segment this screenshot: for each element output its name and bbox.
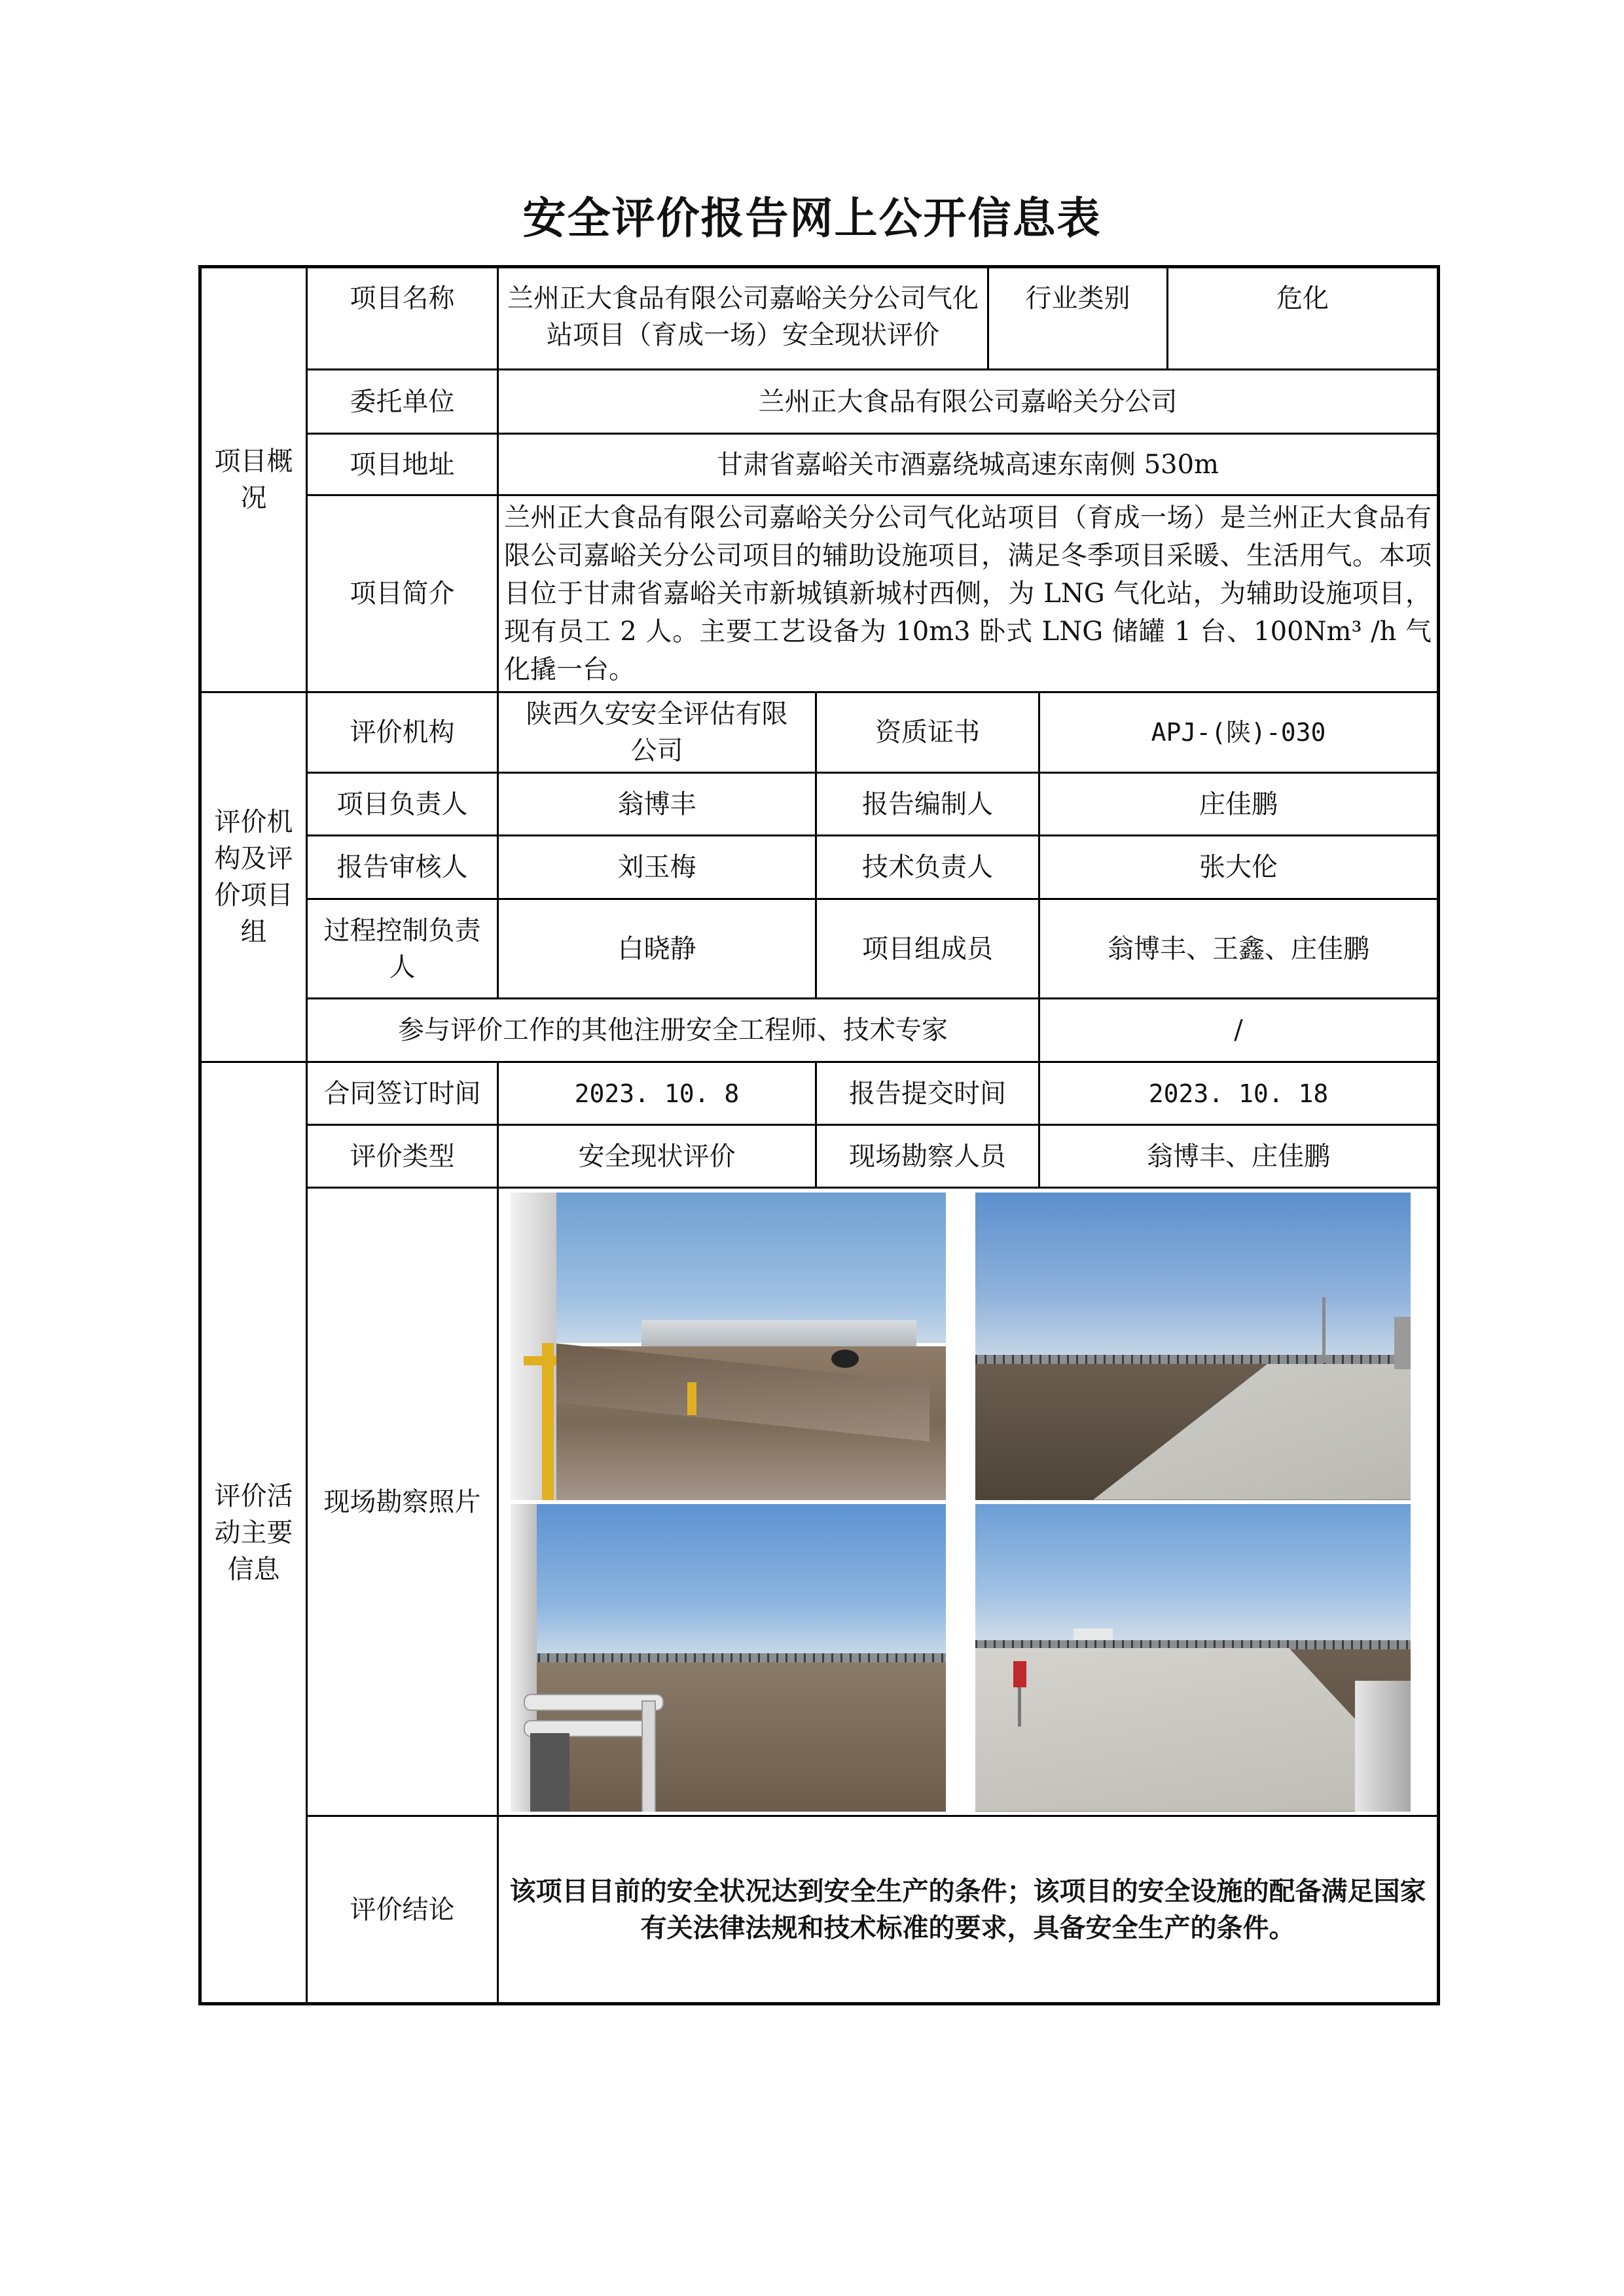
- site-photo-3: [511, 1504, 946, 1812]
- industry-value: 危化: [1276, 283, 1329, 314]
- project-name-value: 兰州正大食品有限公司嘉峪关分公司气化站项目（育成一场）安全现状评价: [498, 267, 988, 370]
- leader-label: 项目负责人: [307, 773, 498, 836]
- client-value: 兰州正大食品有限公司嘉峪关分公司: [498, 370, 1439, 434]
- intro-label: 项目简介: [307, 495, 498, 692]
- intro-value: 兰州正大食品有限公司嘉峪关分公司气化站项目（育成一场）是兰州正大食品有限公司嘉峪关分公司项目的辅助设施项目，满足冬季项目采暖、生活用气。本项目位于甘肃省嘉峪关市新城镇新城村西侧，为 LNG 气化站，为辅助设施项目，现有员工 2 人。主要工艺设备为 10m3 卧式 LNG 储罐 1 台、100Nm³ /h 气化撬一台。: [498, 495, 1439, 692]
- site-photo-4: [975, 1504, 1411, 1812]
- photos-cell: [498, 1188, 1439, 1816]
- type-value: 安全现状评价: [498, 1125, 816, 1188]
- site-photo-2: [975, 1193, 1411, 1500]
- reviewer-value: 刘玉梅: [498, 836, 816, 899]
- address-value: 甘肃省嘉峪关市酒嘉绕城高速东南侧 530m: [498, 434, 1439, 495]
- page-title: 安全评价报告网上公开信息表: [522, 192, 1102, 243]
- photos-label: 现场勘察照片: [307, 1188, 498, 1816]
- conclusion-label: 评价结论: [307, 1816, 498, 2004]
- tech-label: 技术负责人: [816, 836, 1039, 899]
- submit-value: 2023. 10. 18: [1039, 1062, 1439, 1125]
- project-group-label: 项目概况: [200, 267, 307, 692]
- site-photo-1: [511, 1193, 946, 1500]
- process-label: 过程控制负责人: [307, 899, 498, 999]
- members-value: 翁博丰、王鑫、庄佳鹏: [1039, 899, 1439, 999]
- cert-value: APJ-(陕)-030: [1039, 692, 1439, 773]
- client-label: 委托单位: [307, 370, 498, 434]
- industry-label: 行业类别: [989, 268, 1168, 368]
- tech-value: 张大伦: [1039, 836, 1439, 899]
- author-value: 庄佳鹏: [1039, 773, 1439, 836]
- equipment-cabinet: [1355, 1681, 1411, 1812]
- agency-label: 评价机构: [307, 692, 498, 773]
- red-sign: [1013, 1661, 1026, 1687]
- lamp-pole: [1322, 1297, 1326, 1363]
- author-label: 报告编制人: [816, 773, 1039, 836]
- project-name-label: 项目名称: [307, 267, 498, 370]
- reviewer-label: 报告审核人: [307, 836, 498, 899]
- contract-value: 2023. 10. 8: [498, 1062, 816, 1125]
- address-label: 项目地址: [307, 434, 498, 495]
- info-table: [198, 265, 1440, 2005]
- process-value: 白晓静: [498, 899, 816, 999]
- cert-label: 资质证书: [816, 692, 1039, 773]
- surveyor-label: 现场勘察人员: [816, 1125, 1039, 1188]
- surveyor-value: 翁博丰、庄佳鹏: [1039, 1125, 1439, 1188]
- org-group-label: 评价机构及评价项目组: [200, 692, 307, 1062]
- activity-group-label: 评价活动主要信息: [200, 1062, 307, 2004]
- type-label: 评价类型: [307, 1125, 498, 1188]
- contract-label: 合同签订时间: [307, 1062, 498, 1125]
- photo-grid: [499, 1191, 1437, 1813]
- members-label: 项目组成员: [816, 899, 1039, 999]
- others-label: 参与评价工作的其他注册安全工程师、技术专家: [307, 999, 1039, 1062]
- conclusion-value: 该项目目前的安全状况达到安全生产的条件；该项目的安全设施的配备满足国家有关法律法规和技术标准的要求，具备安全生产的条件。: [498, 1816, 1439, 2004]
- others-value: /: [1039, 999, 1439, 1062]
- leader-value: 翁博丰: [498, 773, 816, 836]
- yellow-pipe: [542, 1343, 554, 1500]
- submit-label: 报告提交时间: [816, 1062, 1039, 1125]
- agency-value: 陕西久安安全评估有限公司: [498, 692, 816, 773]
